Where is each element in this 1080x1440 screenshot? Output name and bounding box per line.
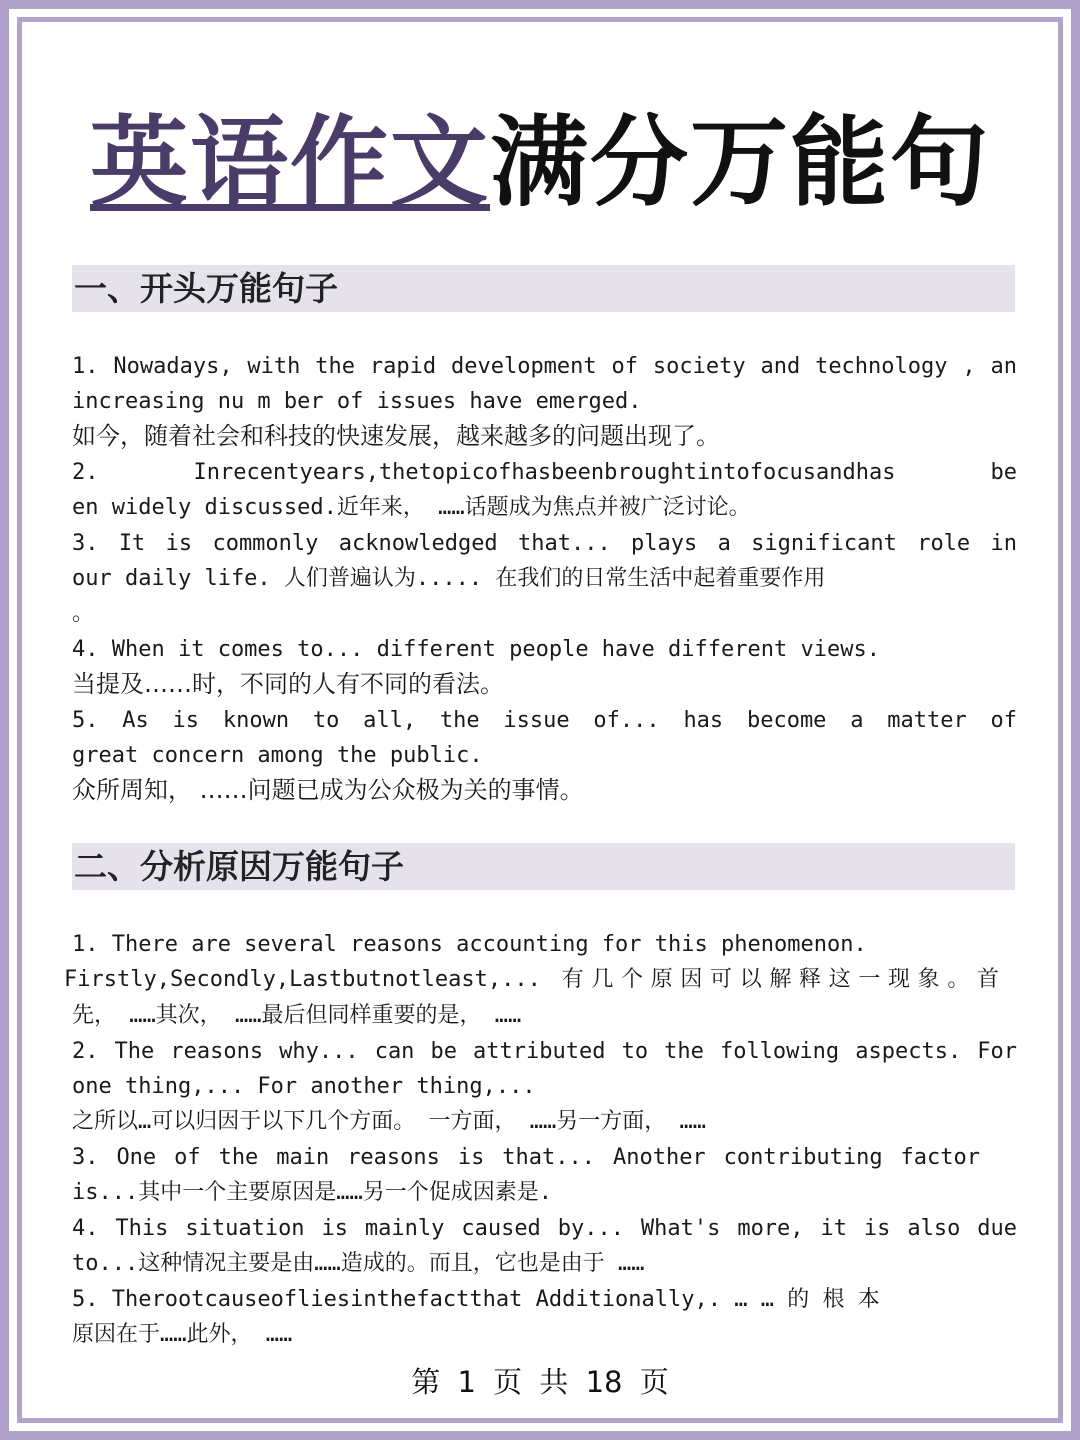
text-line: our daily life. 人们普遍认为..... 在我们的日常生活中起着重要作用 (72, 566, 826, 591)
text-line: 4. When it comes to... different people have different views. (72, 637, 880, 662)
text-line: is...其中一个主要原因是……另一个促成因素是. (72, 1180, 552, 1205)
text-line: 先， ……其次， ……最后但同样重要的是， …… (72, 1003, 522, 1028)
text-line: to...这种情况主要是由……造成的。而且，它也是由于 …… (72, 1251, 645, 1276)
section-heading-opening: 一、开头万能句子 (72, 265, 1015, 312)
text-line: 4. This situation is mainly caused by... What's more, it is also due (72, 1216, 1017, 1241)
text-line: increasing nu m ber of issues have emerged. (72, 389, 642, 414)
text-line: 。 (72, 601, 95, 626)
text-line: 5. Therootcauseofliesinthefactthat Additionally,. … … 的 根 本 (72, 1287, 880, 1312)
text-line: 众所周知， ……问题已成为公众极为关的事情。 (72, 776, 584, 804)
text-line: 3. It is commonly acknowledged that... plays a significant role in (72, 531, 1017, 556)
page-title (0, 98, 1080, 228)
page-title-rest: 满分万能句 (490, 106, 991, 220)
page-number: 第 1 页 共 18 页 (411, 1365, 669, 1399)
text-line: 3. One of the main reasons is that... Another contributing factor (72, 1145, 980, 1170)
text-line: 如今，随着社会和科技的快速发展，越来越多的问题出现了。 (72, 422, 720, 450)
page-title-highlight: 英语作文 (89, 106, 490, 220)
text-line: one thing,... For another thing,... (72, 1074, 536, 1099)
text-line: Firstly,Secondly,Lastbutnotleast,... 有几个原因可以解释这一现象。首 (64, 967, 999, 992)
section-heading-reasons: 二、分析原因万能句子 (72, 843, 1015, 890)
text-line: 当提及……时，不同的人有不同的看法。 (72, 670, 504, 698)
text-line: 之所以…可以归因于以下几个方面。 一方面， ……另一方面， …… (72, 1109, 706, 1134)
text-line: 5. As is known to all, the issue of... has become a matter of (72, 708, 1017, 733)
text-line: 1. Nowadays, with the rapid development of society and technology , an (72, 354, 1017, 379)
text-line: 2. Inrecentyears,thetopicofhasbeenbroughtintofocusandhas be (72, 460, 1017, 485)
text-line: en widely discussed.近年来， ……话题成为焦点并被广泛讨论。 (72, 495, 751, 520)
text-line: 1. There are several reasons accounting for this phenomenon. (72, 932, 867, 957)
text-line: 2. The reasons why... can be attributed to the following aspects. For (72, 1039, 1017, 1064)
text-line: 原因在于……此外， …… (72, 1322, 293, 1347)
text-line: great concern among the public. (72, 743, 483, 768)
